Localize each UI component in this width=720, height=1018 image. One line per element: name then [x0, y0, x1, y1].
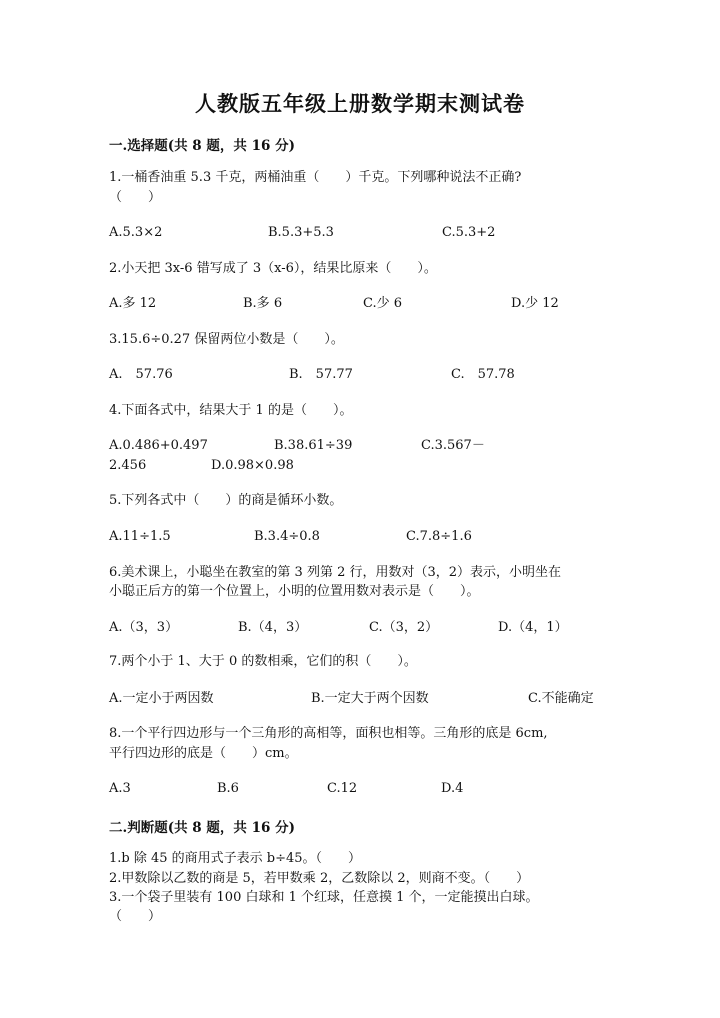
option-c[interactable]: C.少 6 [363, 296, 403, 311]
option-d[interactable]: D.0.98×0.98 [211, 458, 294, 473]
section-heading-choice: 一.选择题(共 8 题，共 16 分) [109, 138, 295, 154]
option-b[interactable]: B.3.4÷0.8 [254, 529, 320, 544]
question-text: 3.15.6÷0.27 保留两位小数是（ ）。 [109, 332, 344, 347]
option-c[interactable]: C.7.8÷1.6 [406, 529, 472, 544]
question-text: 6.美术课上，小聪坐在教室的第 3 列第 2 行，用数对（3，2）表示，小明坐在 [109, 565, 562, 580]
option-c[interactable]: C.3.567－ [421, 438, 485, 453]
option-c[interactable]: C.5.3+2 [442, 225, 496, 240]
question-text: 2.小天把 3x-6 错写成了 3（x-6），结果比原来（ ）。 [109, 261, 437, 276]
option-d[interactable]: D.（4，1） [498, 620, 568, 635]
question-text: 7.两个小于 1、大于 0 的数相乘，它们的积（ ）。 [109, 654, 417, 669]
option-b[interactable]: B. 57.77 [289, 367, 353, 382]
option-c[interactable]: C. 57.78 [451, 367, 515, 382]
option-a[interactable]: A.0.486+0.497 [109, 438, 208, 453]
judgement-item-3: 3.一个袋子里装有 100 白球和 1 个红球，任意摸 1 个，一定能摸出白球。 [109, 890, 539, 905]
option-b[interactable]: B.6 [217, 781, 239, 796]
option-a[interactable]: A.11÷1.5 [109, 529, 171, 544]
option-c[interactable]: C.不能确定 [528, 691, 594, 706]
question-text-continued: 平行四边形的底是（ ）cm。 [109, 746, 298, 761]
option-c[interactable]: C.（3，2） [369, 620, 439, 635]
option-a[interactable]: A.3 [109, 781, 131, 796]
question-text: 5.下列各式中（ ）的商是循环小数。 [109, 493, 343, 508]
option-b[interactable]: B.38.61÷39 [274, 438, 353, 453]
option-a[interactable]: A.（3，3） [109, 620, 179, 635]
option-c[interactable]: C.12 [327, 781, 358, 796]
option-b[interactable]: B.（4，3） [238, 620, 308, 635]
question-text: 1.一桶香油重 5.3 千克，两桶油重（ ）千克。下列哪种说法不正确? [109, 170, 522, 185]
option-c-continued: 2.456 [109, 458, 147, 473]
option-d[interactable]: D.4 [441, 781, 464, 796]
section-heading-judgement: 二.判断题(共 8 题，共 16 分) [109, 820, 295, 836]
judgement-item-1: 1.b 除 45 的商用式子表示 b÷45。（ ） [109, 851, 362, 866]
question-text: 4.下面各式中，结果大于 1 的是（ ）。 [109, 403, 353, 418]
option-a[interactable]: A.一定小于两因数 [109, 691, 214, 706]
option-a[interactable]: A.多 12 [109, 296, 157, 311]
answer-blank: （ ） [109, 909, 162, 924]
option-b[interactable]: B.5.3+5.3 [268, 225, 334, 240]
judgement-item-2: 2.甲数除以乙数的商是 5，若甲数乘 2，乙数除以 2，则商不变。（ ） [109, 871, 530, 886]
question-text-continued: 小聪正后方的第一个位置上，小明的位置用数对表示是（ ）。 [109, 584, 480, 599]
option-a[interactable]: A.5.3×2 [109, 225, 163, 240]
option-b[interactable]: B.一定大于两个因数 [311, 691, 429, 706]
question-text: 8.一个平行四边形与一个三角形的高相等，面积也相等。三角形的底是 6cm, [109, 726, 548, 741]
page-title: 人教版五年级上册数学期末测试卷 [195, 91, 525, 116]
option-b[interactable]: B.多 6 [243, 296, 283, 311]
answer-blank: （ ） [109, 190, 162, 205]
option-a[interactable]: A. 57.76 [109, 367, 173, 382]
option-d[interactable]: D.少 12 [511, 296, 559, 311]
